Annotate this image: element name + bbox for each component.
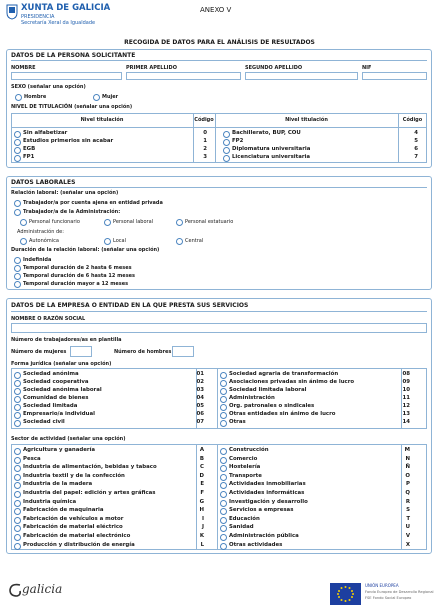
- admin-central-label: Central: [185, 238, 204, 244]
- trabajadores-label: Número de trabajadores/as en plantilla: [11, 337, 122, 343]
- titulacion-code: 3: [203, 154, 207, 160]
- forma-code: 10: [402, 387, 410, 393]
- forma-item: Org. patronales o sindicales: [229, 403, 315, 409]
- primer-apellido-field[interactable]: [126, 72, 241, 80]
- segundo-apellido-label: SEGUNDO APELLIDO: [245, 65, 303, 71]
- nombre-field[interactable]: [11, 72, 122, 80]
- titulacion-radio[interactable]: [14, 131, 21, 138]
- sector-item: Hostelería: [229, 464, 261, 471]
- logo-sub2: Secretaría Xeral da Igualdade: [21, 20, 96, 26]
- personal-estatuario-radio[interactable]: [176, 219, 183, 226]
- razon-social-label: NOMBRE O RAZÓN SOCIAL: [11, 316, 86, 322]
- titulacion-item: Sin alfabetizar: [23, 130, 68, 136]
- sector-radio[interactable]: [220, 474, 227, 481]
- sector-col-div-2: [217, 444, 218, 550]
- sector-code: N: [405, 455, 410, 462]
- persona-title-underline: [11, 60, 427, 61]
- primer-apellido-label: PRIMER APELLIDO: [126, 65, 177, 71]
- admin-autonomica-radio[interactable]: [20, 238, 27, 245]
- forma-radio[interactable]: [220, 372, 227, 379]
- sector-radio[interactable]: [220, 534, 227, 541]
- titulacion-item: Diplomatura universitaria: [232, 146, 311, 152]
- admin-local-radio[interactable]: [104, 238, 111, 245]
- titulacion-code: 6: [414, 146, 418, 152]
- xunta-logo: [6, 3, 116, 33]
- sector-radio[interactable]: [220, 457, 227, 464]
- eu-flag-icon: [330, 583, 361, 605]
- sector-item: Industria química: [23, 498, 77, 505]
- nif-field[interactable]: [362, 72, 427, 80]
- sector-code: K: [199, 533, 204, 539]
- forma-code: 13: [402, 411, 410, 417]
- forma-col-div-2: [217, 368, 218, 429]
- sexo-hombre-radio[interactable]: [15, 94, 22, 101]
- forma-radio[interactable]: [14, 388, 21, 395]
- titulacion-code: 7: [414, 154, 418, 160]
- titulacion-radio[interactable]: [14, 155, 21, 162]
- eu-line2: FSE Fondo Social Europeo: [365, 596, 412, 600]
- sector-item: Otras actividades: [229, 541, 283, 548]
- sexo-label: SEXO (señalar una opción): [11, 84, 86, 90]
- sector-code: V: [405, 533, 410, 539]
- sector-code: P: [406, 481, 410, 488]
- titulacion-radio[interactable]: [223, 131, 230, 138]
- titulacion-code: 1: [203, 138, 207, 144]
- duracion-label: Duración de la relación laboral: (señalar una opción): [11, 247, 160, 253]
- forma-code: 05: [196, 403, 204, 409]
- admin-central-radio[interactable]: [176, 238, 183, 245]
- relacion-label: Relación laboral: (señalar una opción): [11, 190, 119, 196]
- duracion-radio[interactable]: [14, 281, 21, 288]
- sector-label: Sector de actividad (señalar una opción): [11, 436, 126, 442]
- admin-local-label: Local: [113, 238, 126, 244]
- forma-code: 11: [402, 395, 410, 401]
- titulacion-radio[interactable]: [223, 155, 230, 162]
- eu-line1: Fondo Europeo de Desarrollo Regional: [365, 590, 434, 594]
- sector-radio[interactable]: [14, 543, 21, 550]
- forma-code: 09: [402, 379, 410, 385]
- forma-radio[interactable]: [220, 380, 227, 387]
- sector-item: Servicios a empresas: [229, 507, 294, 514]
- duracion-radio[interactable]: [14, 265, 21, 272]
- duracion-option: Temporal duración de 2 hasta 6 meses: [23, 265, 132, 271]
- galicia-swirl-icon: [8, 582, 22, 598]
- forma-item: Sociedad cooperativa: [23, 379, 89, 385]
- titulacion-radio[interactable]: [223, 147, 230, 154]
- logo-sub1: PRESIDENCIA: [21, 14, 55, 20]
- nombre-label: NOMBRE: [11, 65, 36, 71]
- titulacion-col-header-right: Nivel titulación: [285, 117, 328, 123]
- sector-code: O: [405, 472, 410, 479]
- titulacion-code: 0: [203, 130, 207, 136]
- sector-item: Transporte: [229, 472, 262, 479]
- sector-code: F: [200, 490, 204, 496]
- relacion-administracion-label: Trabajador/a de la Administración:: [23, 209, 121, 215]
- logo-name: XUNTA DE GALICIA: [21, 3, 111, 13]
- titulacion-col-header-left: Nivel titulación: [80, 117, 124, 123]
- forma-item: Sociedad anónima laboral: [23, 387, 102, 393]
- forma-item: Sociedad limitada: [23, 403, 78, 409]
- forma-item: Comunidad de bienes: [23, 395, 89, 401]
- forma-code: 02: [196, 379, 204, 385]
- titulacion-code-header-left: Código: [194, 117, 214, 123]
- sector-item: Actividades informáticas: [229, 490, 305, 496]
- empresa-title-underline: [11, 311, 427, 312]
- titulacion-code: 4: [414, 130, 418, 136]
- titulacion-radio[interactable]: [223, 139, 230, 146]
- forma-radio[interactable]: [14, 404, 21, 411]
- sector-radio[interactable]: [14, 491, 21, 498]
- forma-item: Otras: [229, 419, 246, 425]
- xunta-shield-icon: [6, 4, 18, 20]
- forma-radio[interactable]: [14, 396, 21, 403]
- hombres-field[interactable]: [172, 346, 194, 357]
- relacion-privada-radio[interactable]: [14, 200, 21, 207]
- nivel-label: NIVEL DE TITULACIÓN (señalar una opción): [11, 104, 133, 110]
- forma-item: Asociaciones privadas sin ánimo de lucro: [229, 379, 355, 385]
- sector-code: A: [199, 447, 204, 453]
- forma-item: Sociedad anónima: [23, 371, 79, 377]
- sector-radio[interactable]: [220, 543, 227, 550]
- forma-code: 14: [402, 419, 410, 425]
- sector-radio[interactable]: [14, 474, 21, 481]
- sector-radio[interactable]: [14, 534, 21, 541]
- galicia-footer-logo: [8, 580, 78, 602]
- forma-radio[interactable]: [220, 404, 227, 411]
- persona-title: DATOS DE LA PERSONA SOLICITANTE: [11, 52, 136, 59]
- forma-code: 03: [196, 387, 204, 393]
- nif-label: NIF: [362, 65, 372, 71]
- sector-item: Fabricación de vehículos a motor: [23, 515, 124, 522]
- forma-item: Empresario/a individual: [23, 411, 95, 417]
- sector-item: Fabricación de material eléctrico: [23, 524, 123, 531]
- sector-code: S: [406, 507, 410, 514]
- titulacion-radio[interactable]: [14, 139, 21, 146]
- forma-item: Sociedad limitada laboral: [229, 387, 307, 393]
- sector-radio[interactable]: [220, 500, 227, 507]
- duracion-option: Temporal duración mayor a 12 meses: [23, 281, 129, 287]
- titulacion-header-line: [11, 127, 427, 128]
- titulacion-code-header-right: Código: [402, 117, 423, 123]
- titulacion-code: 2: [203, 146, 207, 152]
- sector-item: Construcción: [229, 447, 269, 453]
- relacion-administracion-radio[interactable]: [14, 209, 21, 216]
- sector-code: D: [199, 472, 204, 479]
- forma-radio[interactable]: [14, 372, 21, 379]
- hombres-label: Número de hombres: [114, 349, 172, 355]
- sector-code: U: [405, 524, 410, 531]
- sector-item: Sanidad: [229, 524, 254, 531]
- sector-item: Industria de la madera: [23, 481, 93, 488]
- forma-code: 04: [196, 395, 204, 401]
- forma-code: 06: [196, 411, 204, 417]
- titulacion-item: FP1: [23, 154, 35, 160]
- segundo-apellido-field[interactable]: [245, 72, 358, 80]
- sector-item: Industria de alimentación, bebidas y tabaco: [23, 464, 157, 471]
- sector-item: Fabricación de material electrónico: [23, 533, 131, 539]
- form-title: RECOGIDA DE DATOS PARA EL ANÁLISIS DE RESULTADOS: [124, 39, 315, 46]
- sector-code: B: [199, 455, 204, 462]
- forma-item: Sociedad agraria de transformación: [229, 371, 339, 377]
- forma-radio[interactable]: [220, 396, 227, 403]
- duracion-radio[interactable]: [14, 273, 21, 280]
- personal-laboral-label: Personal laboral: [113, 219, 154, 225]
- sector-radio[interactable]: [220, 491, 227, 498]
- laborales-title-underline: [11, 187, 427, 188]
- sector-code: Q: [405, 490, 410, 496]
- forma-label: Forma jurídica (señalar una opción): [11, 361, 112, 367]
- forma-code: 01: [196, 371, 204, 377]
- sector-code: T: [406, 515, 410, 522]
- duracion-option: Indefinida: [23, 257, 52, 263]
- mujeres-field[interactable]: [70, 346, 92, 357]
- forma-radio[interactable]: [220, 412, 227, 419]
- forma-code: 07: [196, 419, 204, 425]
- sector-radio[interactable]: [220, 448, 227, 455]
- titulacion-radio[interactable]: [14, 147, 21, 154]
- admin-autonomica-label: Autonómica: [29, 238, 59, 244]
- personal-funcionario-label: Personal funcionario: [29, 219, 80, 225]
- sector-radio[interactable]: [220, 517, 227, 524]
- sector-item: Producción y distribución de energía: [23, 541, 135, 548]
- forma-radio[interactable]: [14, 412, 21, 419]
- personal-estatuario-label: Personal estatuario: [185, 219, 234, 225]
- personal-funcionario-radio[interactable]: [20, 219, 27, 226]
- sector-code: J: [201, 524, 204, 531]
- sector-code: L: [200, 541, 204, 548]
- sector-item: Administración pública: [229, 533, 299, 539]
- sector-code: E: [200, 481, 204, 488]
- sector-item: Educación: [229, 515, 260, 522]
- sector-code: Ñ: [405, 464, 410, 471]
- galicia-wordmark: galicia: [22, 582, 63, 596]
- sector-item: Agricultura y ganadería: [23, 447, 96, 453]
- admin-label: Administración de:: [17, 229, 64, 235]
- sector-item: Industria textil y de la confección: [23, 472, 125, 479]
- laborales-title: DATOS LABORALES: [11, 179, 76, 186]
- sector-item: Actividades inmobiliarias: [229, 481, 306, 488]
- forma-radio[interactable]: [220, 388, 227, 395]
- sector-item: Pesca: [23, 455, 41, 462]
- sector-item: Fabricación de maquinaria: [23, 507, 104, 514]
- razon-social-field[interactable]: [11, 323, 427, 333]
- relacion-privada-label: Trabajador/a por cuenta ajena en entidad privada: [23, 200, 163, 206]
- sector-code: M: [404, 447, 410, 453]
- titulacion-item: FP2: [232, 138, 244, 144]
- annex-label: ANEXO V: [200, 6, 232, 14]
- forma-radio[interactable]: [14, 420, 21, 427]
- sexo-hombre-label: Hombre: [24, 94, 47, 100]
- empresa-title: DATOS DE LA EMPRESA O ENTIDAD EN LA QUE PRESTA SUS SERVICIOS: [11, 302, 249, 309]
- sector-code: I: [201, 515, 204, 522]
- personal-laboral-radio[interactable]: [104, 219, 111, 226]
- forma-radio[interactable]: [220, 420, 227, 427]
- forma-code: 08: [402, 371, 410, 377]
- sector-code: X: [405, 541, 410, 548]
- sector-code: G: [199, 498, 204, 505]
- forma-code: 12: [402, 403, 410, 409]
- titulacion-item: Licenciatura universitaria: [232, 154, 311, 160]
- forma-radio[interactable]: [14, 380, 21, 387]
- duracion-radio[interactable]: [14, 257, 21, 264]
- duracion-option: Temporal duración de 6 hasta 12 meses: [23, 273, 136, 279]
- forma-item: Sociedad civil: [23, 419, 65, 425]
- sector-item: Industria del papel: edición y artes gráficas: [23, 490, 156, 496]
- forma-item: Administración: [229, 395, 275, 401]
- sexo-mujer-radio[interactable]: [93, 94, 100, 101]
- sector-item: Comercio: [229, 455, 258, 462]
- eu-title: UNIÓN EUROPEA: [365, 583, 399, 588]
- sector-item: Investigación y desarrollo: [229, 498, 308, 505]
- titulacion-item: Estudios primerios sin acabar: [23, 138, 114, 144]
- sector-code: C: [200, 464, 204, 471]
- sexo-mujer-label: Mujer: [102, 94, 119, 100]
- sector-code: R: [405, 498, 410, 505]
- titulacion-item: EGB: [23, 146, 36, 152]
- titulacion-code: 5: [414, 138, 418, 144]
- sector-radio[interactable]: [14, 517, 21, 524]
- forma-item: Otras entidades sin ánimo de lucro: [229, 411, 336, 417]
- titulacion-item: Bachillerato, BUP, COU: [232, 130, 301, 136]
- sector-radio[interactable]: [14, 457, 21, 464]
- sector-radio[interactable]: [14, 448, 21, 455]
- mujeres-label: Número de mujeres: [11, 349, 67, 355]
- sector-radio[interactable]: [14, 500, 21, 507]
- sector-code: H: [199, 507, 204, 514]
